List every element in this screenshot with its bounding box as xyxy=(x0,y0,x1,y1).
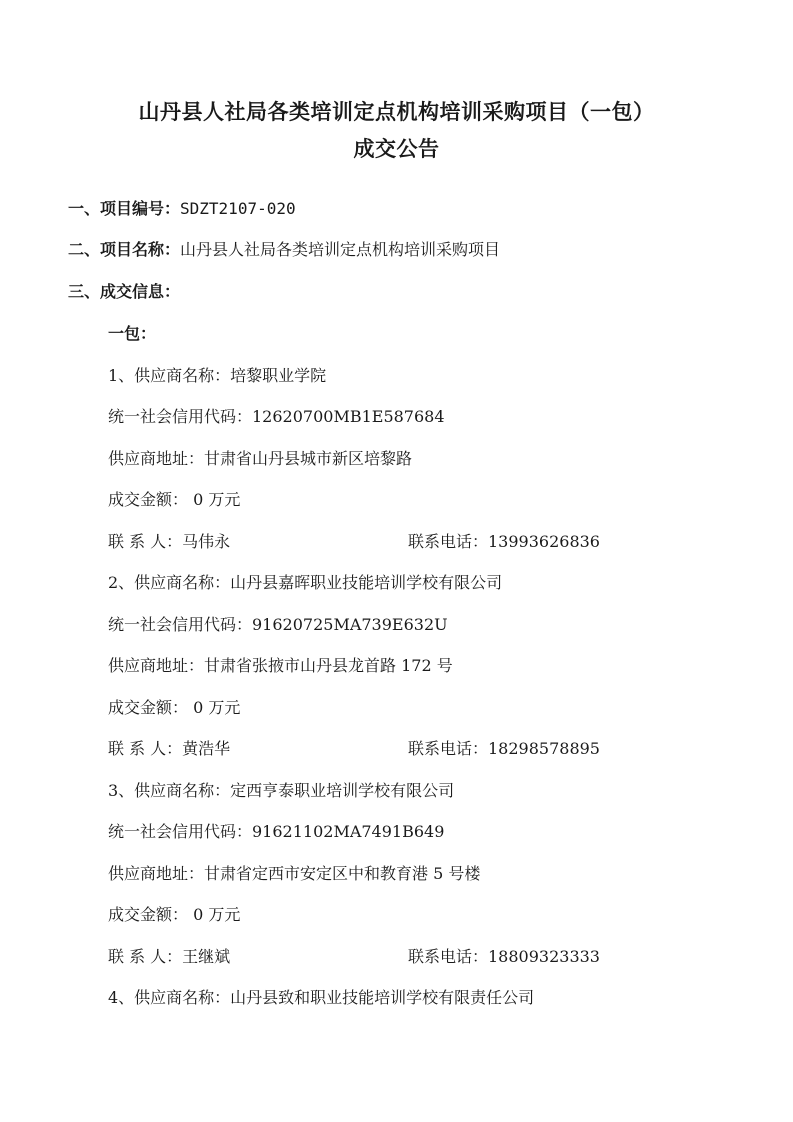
supplier-2-name: 2、供应商名称：山丹县嘉晖职业技能培训学校有限公司 xyxy=(108,573,503,592)
doc-title-line1: 山丹县人社局各类培训定点机构培训采购项目（一包） xyxy=(138,100,655,124)
project-name-value: 山丹县人社局各类培训定点机构培训采购项目 xyxy=(180,240,501,259)
supplier-2-contact: 联 系 人：黄浩华 xyxy=(108,739,231,758)
supplier-1-address: 供应商地址：甘肃省山丹县城市新区培黎路 xyxy=(108,449,413,468)
supplier-1-phone: 联系电话：13993626836 xyxy=(408,532,600,551)
deal-info-heading: 三、成交信息： xyxy=(68,282,181,301)
supplier-1-amount: 成交金额： 0 万元 xyxy=(108,490,241,509)
project-number-value: SDZT2107-020 xyxy=(180,199,296,218)
supplier-3-contact: 联 系 人：王继斌 xyxy=(108,947,231,966)
supplier-3-amount: 成交金额： 0 万元 xyxy=(108,905,241,924)
supplier-2-phone: 联系电话：18298578895 xyxy=(408,739,600,758)
supplier-2-credit-code: 统一社会信用代码：91620725MA739E632U xyxy=(108,615,448,634)
project-number-row xyxy=(68,199,296,219)
supplier-3-name: 3、供应商名称：定西亨泰职业培训学校有限公司 xyxy=(108,781,455,800)
supplier-1-contact: 联 系 人：马伟永 xyxy=(108,532,231,551)
doc-title-line2: 成交公告 xyxy=(353,137,440,161)
project-number-label: 一、项目编号： xyxy=(68,199,181,218)
supplier-3-phone: 联系电话：18809323333 xyxy=(408,947,600,966)
supplier-3-credit-code: 统一社会信用代码：91621102MA7491B649 xyxy=(108,822,445,841)
supplier-2-amount: 成交金额： 0 万元 xyxy=(108,698,241,717)
supplier-1-credit-code: 统一社会信用代码：12620700MB1E587684 xyxy=(108,407,445,426)
project-name-label: 二、项目名称： xyxy=(68,240,181,259)
package-label: 一包： xyxy=(108,324,157,343)
supplier-4-name: 4、供应商名称：山丹县致和职业技能培训学校有限责任公司 xyxy=(108,988,535,1007)
supplier-3-address: 供应商地址：甘肃省定西市安定区中和教育港 5 号楼 xyxy=(108,864,481,883)
project-name-row xyxy=(68,240,500,260)
supplier-1-name: 1、供应商名称：培黎职业学院 xyxy=(108,366,327,385)
supplier-2-address: 供应商地址：甘肃省张掖市山丹县龙首路 172 号 xyxy=(108,656,453,675)
